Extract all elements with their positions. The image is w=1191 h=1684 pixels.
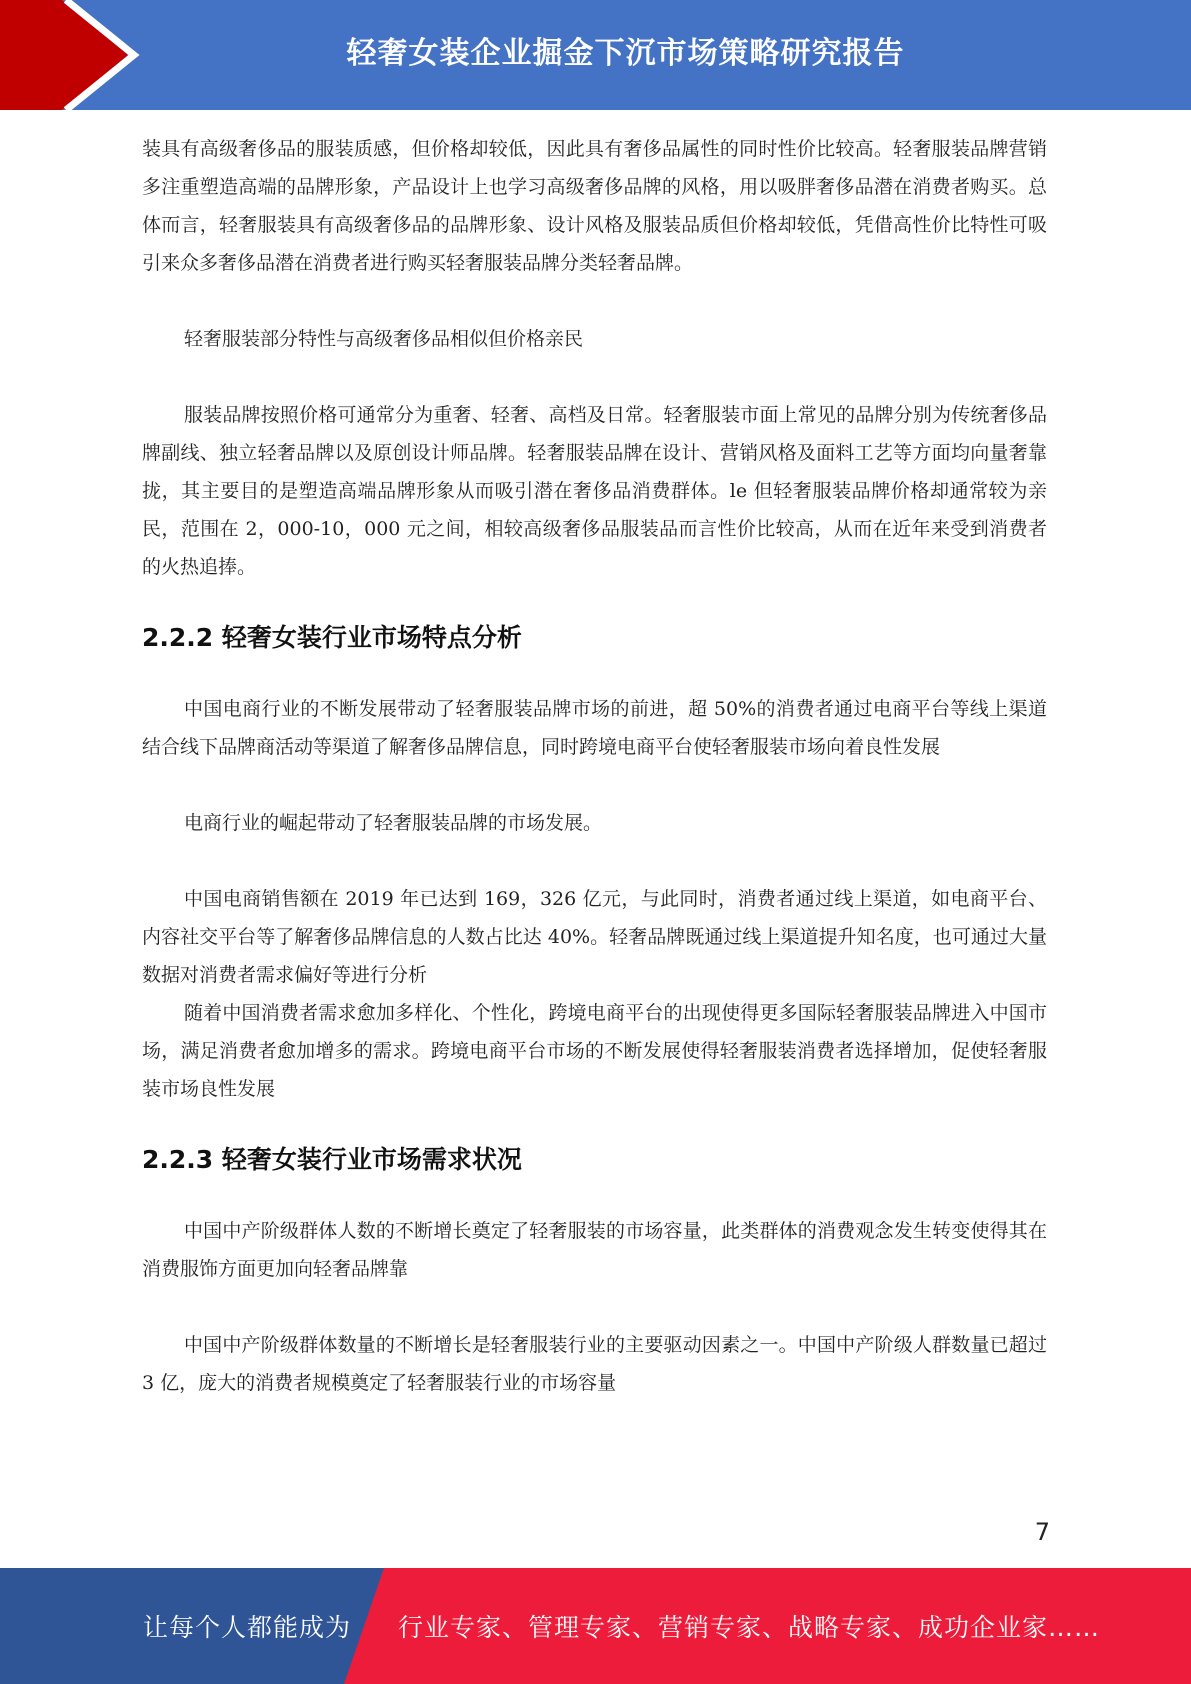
- report-title: 轻奢女装企业掘金下沉市场策略研究报告: [346, 36, 905, 71]
- paragraph-luxury-intro: 装具有高级奢侈品的服装质感，但价格却较低，因此具有奢侈品属性的同时性价比较高。轻奢服装品牌营销多注重塑造高端的品牌形象，产品设计上也学习高级奢侈品牌的风格，用以吸胖奢侈品潜在消费者购买。总体而言，轻奢服装具有高级奢侈品的品牌形象、设计风格及服装品质但价格却较低，凭借高性价比特性可吸引来众多奢侈品潜在消费者进行购买轻奢服装品牌分类轻奢品牌。: [142, 138, 1047, 274]
- footer-slogan-right: 行业专家、管理专家、营销专家、战略专家、成功企业家……: [398, 1613, 1101, 1642]
- page-footer: [0, 1568, 1191, 1684]
- footer-slogan-left: 让每个人都能成为: [143, 1613, 352, 1642]
- document-body: [142, 130, 1047, 1402]
- paragraph-ecommerce-rise: 电商行业的崛起带动了轻奢服装品牌的市场发展。: [184, 812, 603, 834]
- section-heading-2-2-3: 2.2.3 轻奢女装行业市场需求状况: [142, 1145, 522, 1174]
- paragraph-middle-class-summary: 中国中产阶级群体人数的不断增长奠定了轻奢服装的市场容量，此类群体的消费观念发生转变使得其在消费服饰方面更加向轻奢品牌靠: [142, 1220, 1047, 1280]
- paragraph-subtitle-affordable: 轻奢服装部分特性与高级奢侈品相似但价格亲民: [184, 328, 584, 350]
- paragraph-ecommerce-summary: 中国电商行业的不断发展带动了轻奢服装品牌市场的前进，超 50%的消费者通过电商平台等线上渠道结合线下品牌商活动等渠道了解奢侈品牌信息，同时跨境电商平台使轻奢服装市场向着良性发展: [142, 698, 1047, 758]
- section-heading-2-2-2: 2.2.2 轻奢女装行业市场特点分析: [142, 623, 522, 652]
- paragraph-middle-class-driver: 中国中产阶级群体数量的不断增长是轻奢服装行业的主要驱动因素之一。中国中产阶级人群数量已超过 3 亿，庞大的消费者规模奠定了轻奢服装行业的市场容量: [142, 1334, 1047, 1394]
- page-header: [0, 0, 1191, 110]
- page-number: 7: [1034, 1518, 1050, 1546]
- paragraph-brand-classification: 服装品牌按照价格可通常分为重奢、轻奢、高档及日常。轻奢服装市面上常见的品牌分别为传统奢侈品牌副线、独立轻奢品牌以及原创设计师品牌。轻奢服装品牌在设计、营销风格及面料工艺等方面均向量奢靠拢，其主要目的是塑造高端品牌形象从而吸引潜在奢侈品消费群体。le 但轻奢服装品牌价格却通常较为亲民，范围在 2，000-10，000 元之间，相较高级奢侈品服装品而言性价比较高，从而在近年来受到消费者的火热追捧。: [142, 404, 1047, 578]
- paragraph-cross-border: 随着中国消费者需求愈加多样化、个性化，跨境电商平台的出现使得更多国际轻奢服装品牌进入中国市场，满足消费者愈加增多的需求。跨境电商平台市场的不断发展使得轻奢服装消费者选择增加，促使轻奢服装市场良性发展: [142, 1002, 1047, 1100]
- paragraph-ecommerce-sales: 中国电商销售额在 2019 年已达到 169，326 亿元，与此同时，消费者通过线上渠道，如电商平台、内容社交平台等了解奢侈品牌信息的人数占比达 40%。轻奢品牌既通过线上渠道提升知名度，也可通过大量数据对消费者需求偏好等进行分析: [142, 888, 1047, 986]
